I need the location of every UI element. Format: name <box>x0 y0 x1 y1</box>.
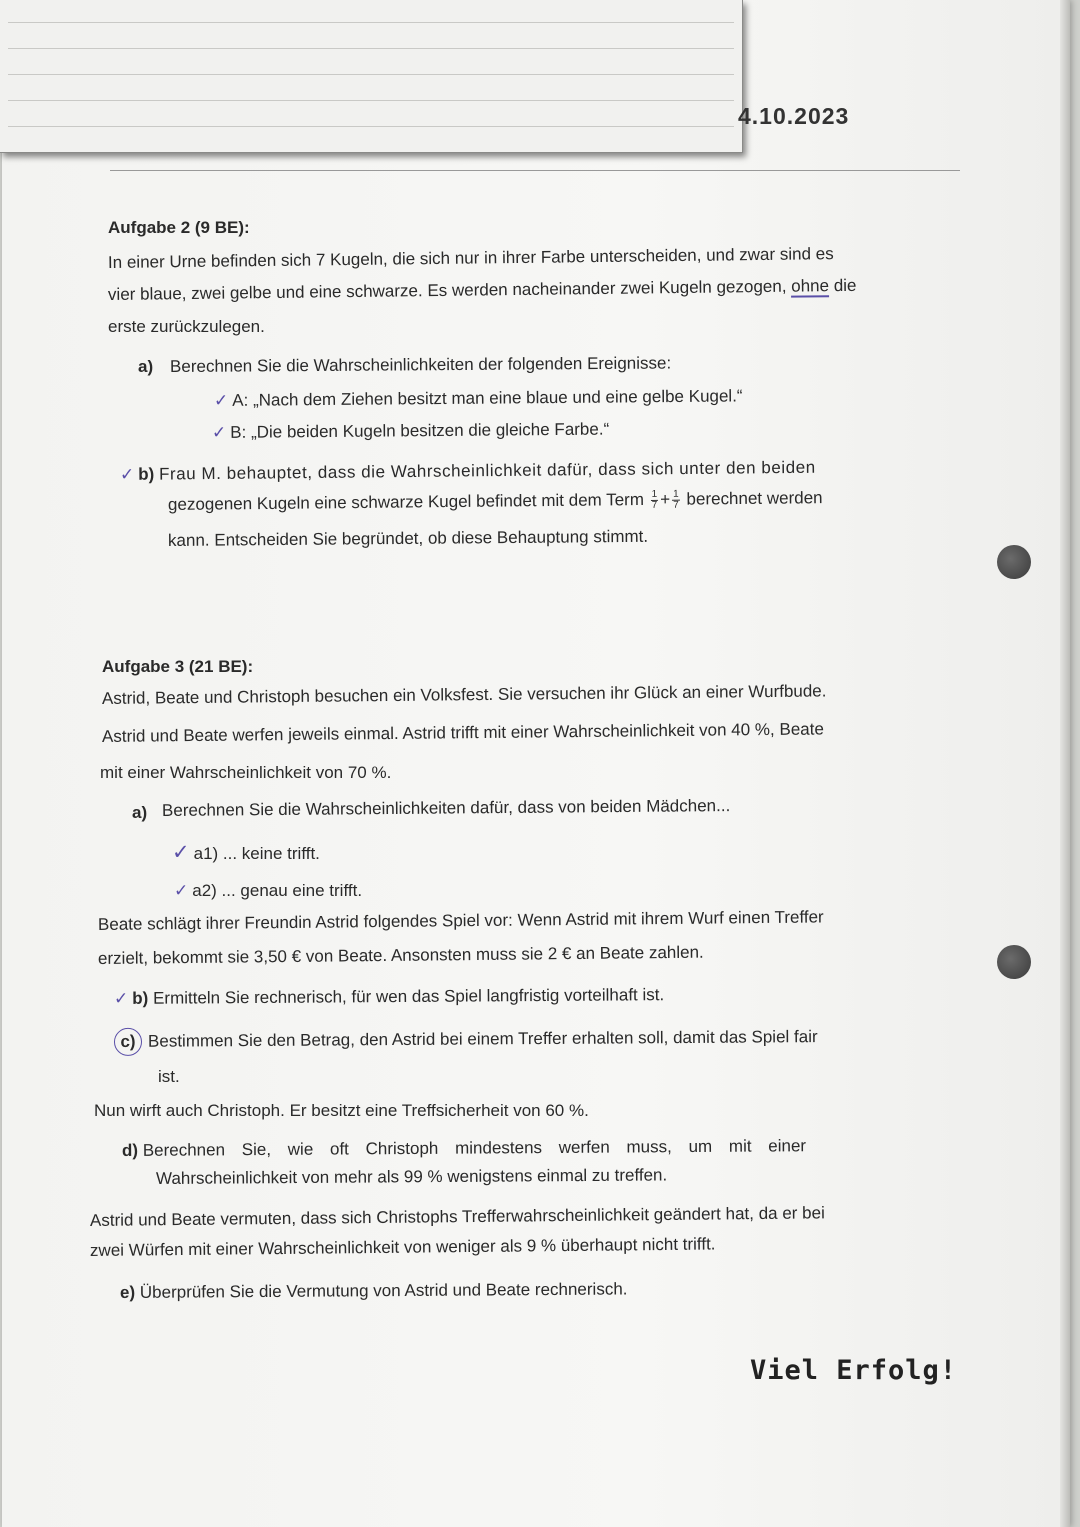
fraction-one-seventh: $\frac{1}{7}$ <box>651 488 658 511</box>
task3-p1: Astrid, Beate und Christoph besuchen ein Volksfest. Sie versuchen ihr Glück an einer Wurfbude. <box>101 681 827 708</box>
task2-intro-line1: In einer Urne befinden sich 7 Kugeln, die sich nur in ihrer Farbe unterscheiden, und zwar sind es <box>107 244 834 272</box>
task3-d <box>122 1135 806 1162</box>
task3-b <box>114 984 664 1010</box>
task3-c-text1: Bestimmen Sie den Betrag, den Astrid bei einem Treffer erhalten soll, damit das Spiel fair <box>147 1027 818 1051</box>
check-mark-icon: ✓ <box>211 422 227 442</box>
folded-page-flap <box>0 0 743 153</box>
task3-p4: Nun wirft auch Christoph. Er besitzt eine Treffsicherheit von 60 %. <box>94 1101 589 1120</box>
task3-p3-line1: Beate schlägt ihrer Freundin Astrid folgendes Spiel vor: Wenn Astrid mit ihrem Wurf einen Treffer <box>97 907 824 934</box>
task3-p5-line2: zwei Würfen mit einer Wahrscheinlichkeit von weniger als 9 % überhaupt nicht trifft. <box>89 1234 716 1260</box>
task2-b-line1 <box>120 457 816 486</box>
task2-a-label: a) <box>138 357 154 376</box>
exam-sheet <box>2 0 1070 1527</box>
task3-a-label: a) <box>132 803 148 822</box>
task3-p2-line2: mit einer Wahrscheinlichkeit von 70 %. <box>100 763 392 782</box>
task2-event-b-text: B: „Die beiden Kugeln besitzen die gleiche Farbe.“ <box>230 419 610 442</box>
task3-a1-text: a1) ... keine trifft. <box>193 844 320 863</box>
task2-title: Aufgabe 2 (9 BE): <box>108 218 250 237</box>
task2-intro-line2a: vier blaue, zwei gelbe und eine schwarze. Es werden nacheinander zwei Kugeln gezogen, <box>107 276 792 304</box>
task2-event-a <box>214 385 743 412</box>
task3-e-label: e) <box>119 1282 136 1302</box>
task3-d-text1: Berechnen Sie, wie oft Christoph mindestens werfen muss, um mit einer <box>142 1136 807 1160</box>
fraction-one-seventh: $\frac{1}{7}$ <box>673 488 679 511</box>
task3-c <box>114 1023 818 1056</box>
task2-intro-line2c: die <box>828 275 857 296</box>
check-mark-icon: ✓ <box>174 881 189 900</box>
task2-event-a-text: A: „Nach dem Ziehen besitzt man eine blaue und eine gelbe Kugel.“ <box>232 386 743 410</box>
task2-b-line3: kann. Entscheiden Sie begründet, ob diese Behauptung stimmt. <box>167 526 649 550</box>
task3-a-text: Berechnen Sie die Wahrscheinlichkeiten dafür, dass von beiden Mädchen... <box>161 796 731 820</box>
task3-title: Aufgabe 3 (21 BE): <box>102 657 254 676</box>
task3-d-label: d) <box>121 1140 139 1160</box>
paper-edge <box>1060 0 1070 1527</box>
task3-a1 <box>172 842 320 865</box>
punch-hole-top <box>997 545 1031 579</box>
task2-event-b <box>212 419 609 444</box>
task3-c-label: c) <box>114 1028 142 1056</box>
task3-b-label: b) <box>132 988 149 1008</box>
task3-c-line2: ist. <box>158 1067 180 1086</box>
task2-b-label: b) <box>138 464 155 484</box>
exam-date: 4.10.2023 <box>738 103 850 129</box>
check-mark-icon: ✓ <box>172 841 190 864</box>
task3-p5-line1: Astrid und Beate vermuten, dass sich Christophs Trefferwahrscheinlichkeit geändert hat, da er bei <box>89 1203 825 1230</box>
task2-intro-line2 <box>108 275 857 306</box>
task2-b-text1: Frau M. behauptet, dass die Wahrscheinlichkeit dafür, dass sich unter den beiden <box>158 457 816 484</box>
task3-e <box>120 1278 628 1304</box>
task2-b-text2a: gezogenen Kugeln eine schwarze Kugel befindet mit dem Term <box>167 490 645 514</box>
farewell-note: Viel Erfolg! <box>750 1355 958 1386</box>
check-mark-icon: ✓ <box>119 464 135 484</box>
task3-a2-text: a2) ... genau eine trifft. <box>192 881 363 900</box>
task2-b-text2b: berechnet werden <box>686 488 823 509</box>
task3-a2 <box>174 880 362 902</box>
task3-d-line2: Wahrscheinlichkeit von mehr als 99 % wenigstens einmal zu treffen. <box>155 1165 668 1188</box>
task3-b-text: Ermitteln Sie rechnerisch, für wen das Spiel langfristig vorteilhaft ist. <box>152 985 665 1008</box>
task2-intro-line3: erste zurückzulegen. <box>108 317 265 336</box>
task2-a-text: Berechnen Sie die Wahrscheinlichkeiten der folgenden Ereignisse: <box>169 353 672 376</box>
task3-e-text: Überprüfen Sie die Vermutung von Astrid und Beate rechnerisch. <box>139 1279 628 1302</box>
task3-p3-line2: erzielt, bekommt sie 3,50 € von Beate. Ansonsten muss sie 2 € an Beate zahlen. <box>97 942 704 968</box>
punch-hole-bottom <box>997 945 1031 979</box>
task3-p2-line1: Astrid und Beate werfen jeweils einmal. Astrid trifft mit einer Wahrscheinlichkeit von 40 %, Beate <box>101 719 824 746</box>
header-rule <box>110 170 960 171</box>
check-mark-icon: ✓ <box>113 988 129 1008</box>
task2-intro-ohne: ohne <box>791 276 830 296</box>
task2-b-line2 <box>168 487 823 516</box>
check-mark-icon: ✓ <box>213 390 229 410</box>
fraction-plus: + <box>660 489 671 509</box>
